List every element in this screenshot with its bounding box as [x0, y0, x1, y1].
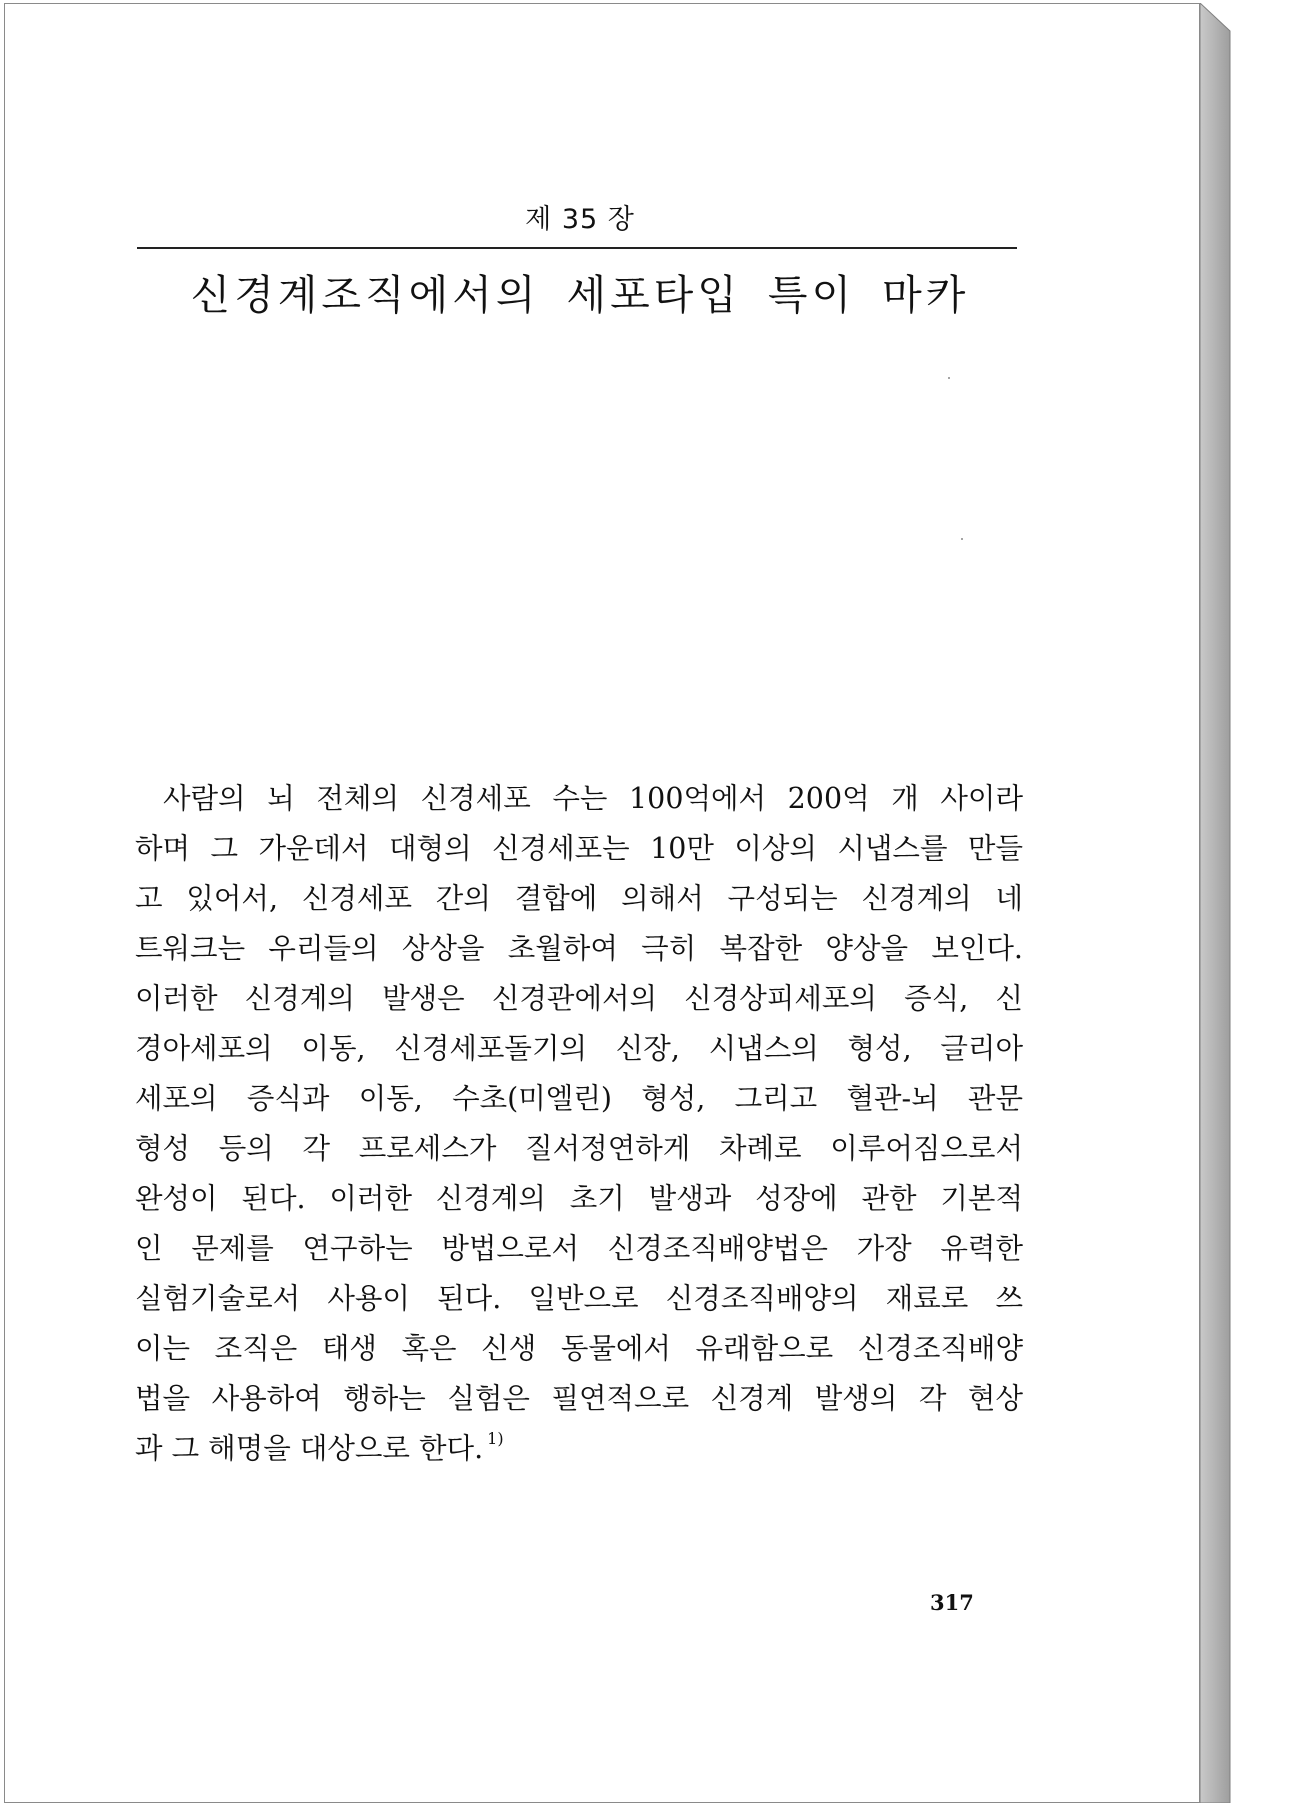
- book-page-edge: [1200, 3, 1236, 1803]
- body-line: 트워크는 우리들의 상상을 초월하여 극히 복잡한 양상을 보인다.: [135, 932, 1023, 965]
- body-line: 형성 등의 각 프로세스가 질서정연하게 차례로 이루어짐으로서: [135, 1132, 1023, 1165]
- body-line: 완성이 된다. 이러한 신경계의 초기 발생과 성장에 관한 기본적: [135, 1182, 1023, 1215]
- body-line: 사람의 뇌 전체의 신경세포 수는 100억에서 200억 개 사이라: [163, 782, 1023, 815]
- footnote-reference: 1): [487, 1429, 504, 1448]
- body-line: 법을 사용하여 행하는 실험은 필연적으로 신경계 발생의 각 현상: [135, 1382, 1023, 1415]
- chapter-label: 제 35 장: [525, 204, 635, 235]
- chapter-divider-rule: [137, 247, 1017, 249]
- body-line: 세포의 증식과 이동, 수초(미엘린) 형성, 그리고 혈관-뇌 관문: [135, 1082, 1023, 1115]
- chapter-title: 신경계조직에서의 세포타입 특이 마카: [190, 271, 970, 319]
- body-line: 고 있어서, 신경세포 간의 결합에 의해서 구성되는 신경계의 네: [135, 882, 1023, 915]
- body-line: 이러한 신경계의 발생은 신경관에서의 신경상피세포의 증식, 신: [135, 982, 1023, 1015]
- body-paragraph: [135, 774, 1023, 1474]
- body-line: 인 문제를 연구하는 방법으로서 신경조직배양법은 가장 유력한: [135, 1232, 1023, 1265]
- body-line: 하며 그 가운데서 대형의 신경세포는 10만 이상의 시냅스를 만들: [135, 832, 1023, 865]
- page-number: 317: [930, 1590, 974, 1615]
- scan-speck: [948, 377, 950, 379]
- body-line: 이는 조직은 태생 혹은 신생 동물에서 유래함으로 신경조직배양: [135, 1332, 1023, 1365]
- book-page: [4, 3, 1200, 1803]
- body-line-last: [135, 1424, 1023, 1474]
- body-line-text: 과 그 해명을 대상으로 한다.: [135, 1432, 484, 1465]
- body-line: 실험기술로서 사용이 된다. 일반으로 신경조직배양의 재료로 쓰: [135, 1282, 1023, 1315]
- body-line: 경아세포의 이동, 신경세포돌기의 신장, 시냅스의 형성, 글리아: [135, 1032, 1023, 1065]
- scan-speck: [961, 538, 963, 540]
